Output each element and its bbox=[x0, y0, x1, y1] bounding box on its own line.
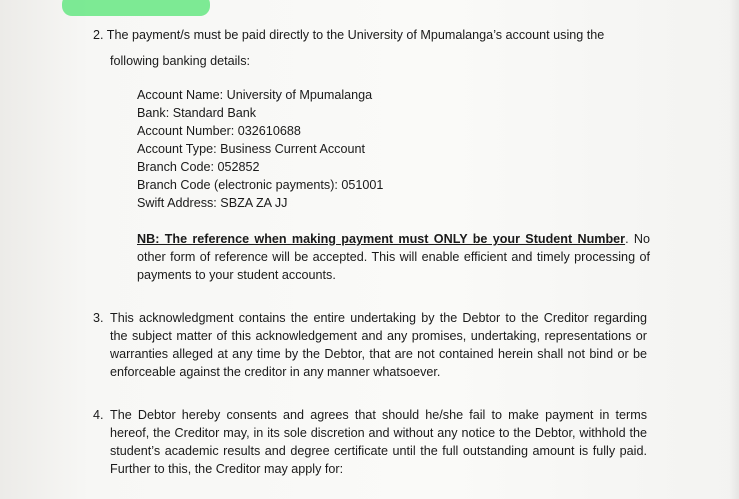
section-2-text: The payment/s must be paid directly to the University of Mpumalanga’s account using the bbox=[106, 28, 605, 42]
banking-detail-line: Branch Code (electronic payments): 051001 bbox=[137, 178, 384, 192]
banking-detail-line: Swift Address: SBZA ZA JJ bbox=[137, 196, 288, 210]
section-3-number: 3. bbox=[93, 311, 104, 325]
nb-reference-warning: NB: The reference when making payment must ONLY be your Student Number bbox=[137, 232, 626, 246]
highlighter-mark bbox=[62, 0, 210, 16]
banking-detail-line: Branch Code: 052852 bbox=[137, 160, 260, 174]
section-2-line-1 bbox=[93, 26, 653, 44]
banking-detail-line: Account Number: 032610688 bbox=[137, 124, 301, 138]
section-4-text: The Debtor hereby consents and agrees that should he/she fail to make payment in terms hereof, the Creditor may, in its sole discretion and without any notice to the Debtor, withhold the student’s academic results and degree certificate until the full outstanding amount is fully paid. Further to this, the Creditor may apply for: bbox=[110, 408, 647, 476]
banking-details bbox=[137, 86, 537, 212]
banking-detail-line: Account Name: University of Mpumalanga bbox=[137, 88, 373, 102]
nb-notice-text: . No other form of reference will be accepted. This will enable efficient and timely processing of payments to your student accounts. bbox=[137, 232, 650, 282]
section-3-text: This acknowledgment contains the entire undertaking by the Debtor to the Creditor regarding the subject matter of this acknowledgement and any promises, undertaking, representations or warranties alleged at any time by the Debtor, that are not contained herein shall not bind or be enforceable against the creditor in any manner whatsoever. bbox=[110, 311, 647, 379]
section-2-number: 2. bbox=[93, 28, 104, 42]
nb-notice bbox=[137, 230, 650, 284]
page-edge-shadow bbox=[729, 0, 739, 499]
section-2-line-2: following banking details: bbox=[110, 54, 251, 68]
section-4-number: 4. bbox=[93, 408, 104, 422]
banking-detail-line: Account Type: Business Current Account bbox=[137, 142, 365, 156]
banking-detail-line: Bank: Standard Bank bbox=[137, 106, 257, 120]
